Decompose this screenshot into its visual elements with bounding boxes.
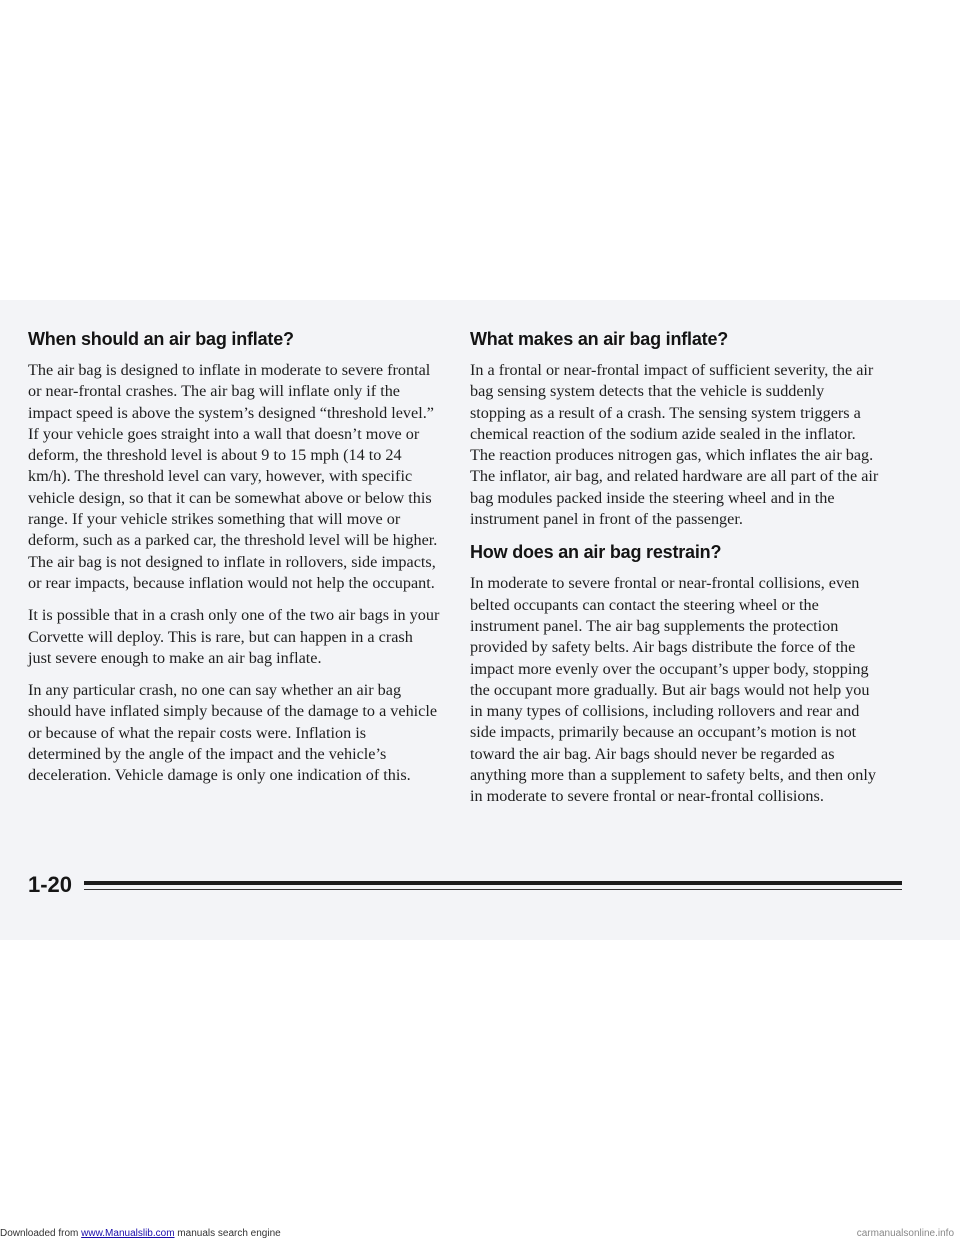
paragraph: In moderate to severe frontal or near-frontal collisions, even belted occupants can contact the steering wheel or the instrument panel. The air bag supplements the protection provided by safety belts. Air bags distribute the force of the impact more evenly over the occupant’s upper body, stopping the occupant more gradually. But air bags would not help you in many types of collisions, including rollovers and rear and side impacts, primarily because an occupant’s motion is not toward the air bag. Air bags should never be regarded as anything more than a supplement to safety belts, and then only in moderate to severe frontal or near-frontal collisions.	[470, 574, 876, 806]
right-column	[470, 328, 880, 819]
section-heading-when-inflate: When should an air bag inflate?	[28, 329, 294, 349]
download-credit-prefix: Downloaded from	[0, 1228, 82, 1239]
footer-rule-thin	[84, 889, 902, 890]
section-heading-how-restrain: How does an air bag restrain?	[470, 542, 722, 563]
paragraph: It is possible that in a crash only one of the two air bags in your Corvette will deploy. This is rare, but can happen in a crash just severe enough to make an air bag inflate.	[28, 606, 440, 667]
left-column	[28, 328, 440, 798]
watermark: carmanualsonline.info	[856, 1228, 954, 1239]
download-credit-suffix: manuals search engine	[174, 1228, 281, 1239]
paragraph: In a frontal or near-frontal impact of sufficient severity, the air bag sensing system detects that the vehicle is suddenly stopping as a result of a crash. The sensing system triggers a chemical reaction of the sodium azide sealed in the inflator. The reaction produces nitrogen gas, which inflates the air bag. The inflator, air bag, and related hardware are all part of the air bag modules packed inside the steering wheel and in the instrument panel in front of the passenger.	[470, 361, 879, 529]
paragraph: The air bag is designed to inflate in moderate to severe frontal or near-frontal crashes. The air bag will inflate only if the impact speed is above the system’s designed “threshold level.” If your vehicle goes straight into a wall that doesn’t move or deform, the threshold level is about 9 to 15 mph (14 to 24 km/h). The threshold level can vary, however, with specific vehicle design, so that it can be somewhat above or below this range. If your vehicle strikes something that will move or deform, such as a parked car, the threshold level will be higher. The air bag is not designed to inflate in rollovers, side impacts, or rear impacts, because inflation would not help the occupant.	[28, 361, 438, 592]
manualslib-link[interactable]: www.Manualslib.com	[81, 1228, 175, 1239]
footer-rule-thick	[84, 881, 902, 885]
paragraph: In any particular crash, no one can say whether an air bag should have inflated simply because of the damage to a vehicle or because of what the repair costs were. Inflation is determined by the angle of the impact and the vehicle’s deceleration. Vehicle damage is only one indication of this.	[28, 681, 438, 785]
page-number: 1-20	[28, 872, 73, 897]
page-footer	[28, 872, 878, 902]
section-heading-what-makes-inflate: What makes an air bag inflate?	[470, 329, 729, 349]
download-credit	[0, 1228, 281, 1239]
